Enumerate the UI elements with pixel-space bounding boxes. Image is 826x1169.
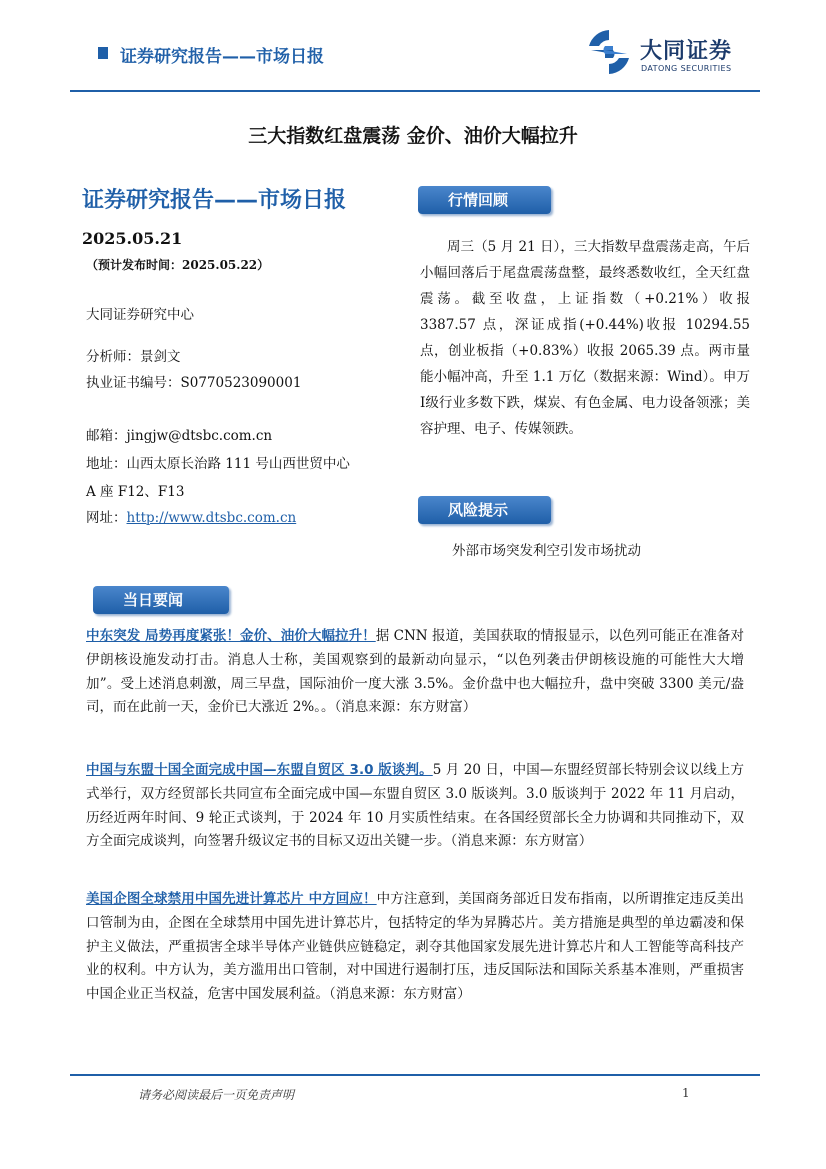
research-org: 大同证券研究中心: [86, 307, 194, 323]
website-label: 网址：: [86, 510, 127, 526]
sidebar-title: 证券研究报告——市场日报: [82, 188, 347, 213]
news-body: 据 CNN 报道，美国获取的情报显示，以色列可能正在准备对伊朗核设施发动打击。消息人士称，美国观察到的最新动向显示，“以色列袭击伊朗核设施的可能性大大增加”。受上述消息刺激，周三早盘，国际油价一度大涨 3.5%。金价盘中也大幅拉升，盘中突破 3300 美元/盎司，而在此前一天，金价已大涨近 2%。。（消息来源：东方财富）: [86, 628, 744, 716]
header-title: 证券研究报告——市场日报: [120, 47, 324, 67]
publish-time: （预计发布时间：2025.05.22）: [86, 258, 270, 272]
risk-label: 风险提示: [418, 496, 551, 524]
footer-disclaimer: 请务必阅读最后一页免责声明: [138, 1088, 295, 1102]
website-link[interactable]: http://www.dtsbc.com.cn: [126, 510, 297, 526]
market-review-label: 行情回顾: [418, 186, 551, 214]
news-body: 中方注意到，美国商务部近日发布指南，以所谓推定违反美出口管制为由，企图在全球禁用中国先进计算芯片，包括特定的华为昇腾芯片。美方措施是典型的单边霸凌和保护主义做法，严重损害全球半导体产业链供应链稳定，剥夺其他国家发展先进计算芯片和人工智能等高科技产业的权利。中方认为，美方滥用出口管制，对中国进行遏制打压，违反国际法和国际关系基本准则，严重损害中国企业正当权益，危害中国发展利益。（消息来源：东方财富）: [86, 891, 745, 1003]
logo-english-text: DATONG SECURITIES: [641, 64, 732, 73]
risk-text: 外部市场突发利空引发市场扰动: [452, 543, 641, 559]
analyst-name: 分析师：景剑文: [86, 349, 181, 365]
page-number: 1: [682, 1086, 690, 1100]
footer-rule: [70, 1074, 760, 1076]
news-body: 5 月 20 日，中国—东盟经贸部长特别会议以线上方式举行，双方经贸部长共同宣布全面完成中国—东盟自贸区 3.0 版谈判。3.0 版谈判于 2022 年 11 月启动，历经近两年时间、9 轮正式谈判，于 2024 年 10 月实质性结束。在各国经贸部长全力协调和共同推动下，双方全面完成谈判，向签署升级议定书的目标又迈出关键一步。（消息来源：东方财富）: [86, 762, 744, 850]
website-row: [86, 506, 296, 526]
header-square-icon: [98, 47, 108, 59]
logo-text: 大同证券: [640, 39, 733, 64]
news-item: [86, 625, 744, 720]
email: 邮箱：jingjw@dtsbc.com.cn: [86, 428, 273, 444]
license-number: 执业证书编号：S0770523090001: [86, 375, 302, 391]
market-review-text: 周三（5 月 21 日），三大指数早盘震荡走高，午后小幅回落后于尾盘震荡盘整，最终悉数收红，全天红盘震荡。截至收盘，上证指数（+0.21%）收报 3387.57 点，深证成指(+0.44%)收报 10294.55 点，创业板指（+0.83%）收报 2065.39 点。两市量能小幅冲高，升至 1.1 万亿（数据来源：Wind）。申万Ⅰ级行业多数下跌，煤炭、有色金属、电力设备领涨；美容护理、电子、传媒领跌。: [420, 239, 750, 437]
report-date: 2025.05.21: [82, 229, 183, 248]
news-label: 当日要闻: [93, 586, 229, 614]
address-line-1: 地址：山西太原长治路 111 号山西世贸中心: [86, 456, 350, 472]
news-headline[interactable]: 中国与东盟十国全面完成中国—东盟自贸区 3.0 版谈判。: [86, 762, 433, 778]
document-title: 三大指数红盘震荡 金价、油价大幅拉升: [248, 125, 578, 147]
header-rule: [70, 90, 760, 92]
address-line-2: A 座 F12、F13: [86, 484, 185, 500]
news-item: [86, 759, 744, 854]
news-item: [86, 888, 744, 1007]
news-headline[interactable]: 美国企图全球禁用中国先进计算芯片 中方回应！: [86, 891, 377, 907]
news-headline[interactable]: 中东突发 局势再度紧张！金价、油价大幅拉升！: [86, 628, 376, 644]
